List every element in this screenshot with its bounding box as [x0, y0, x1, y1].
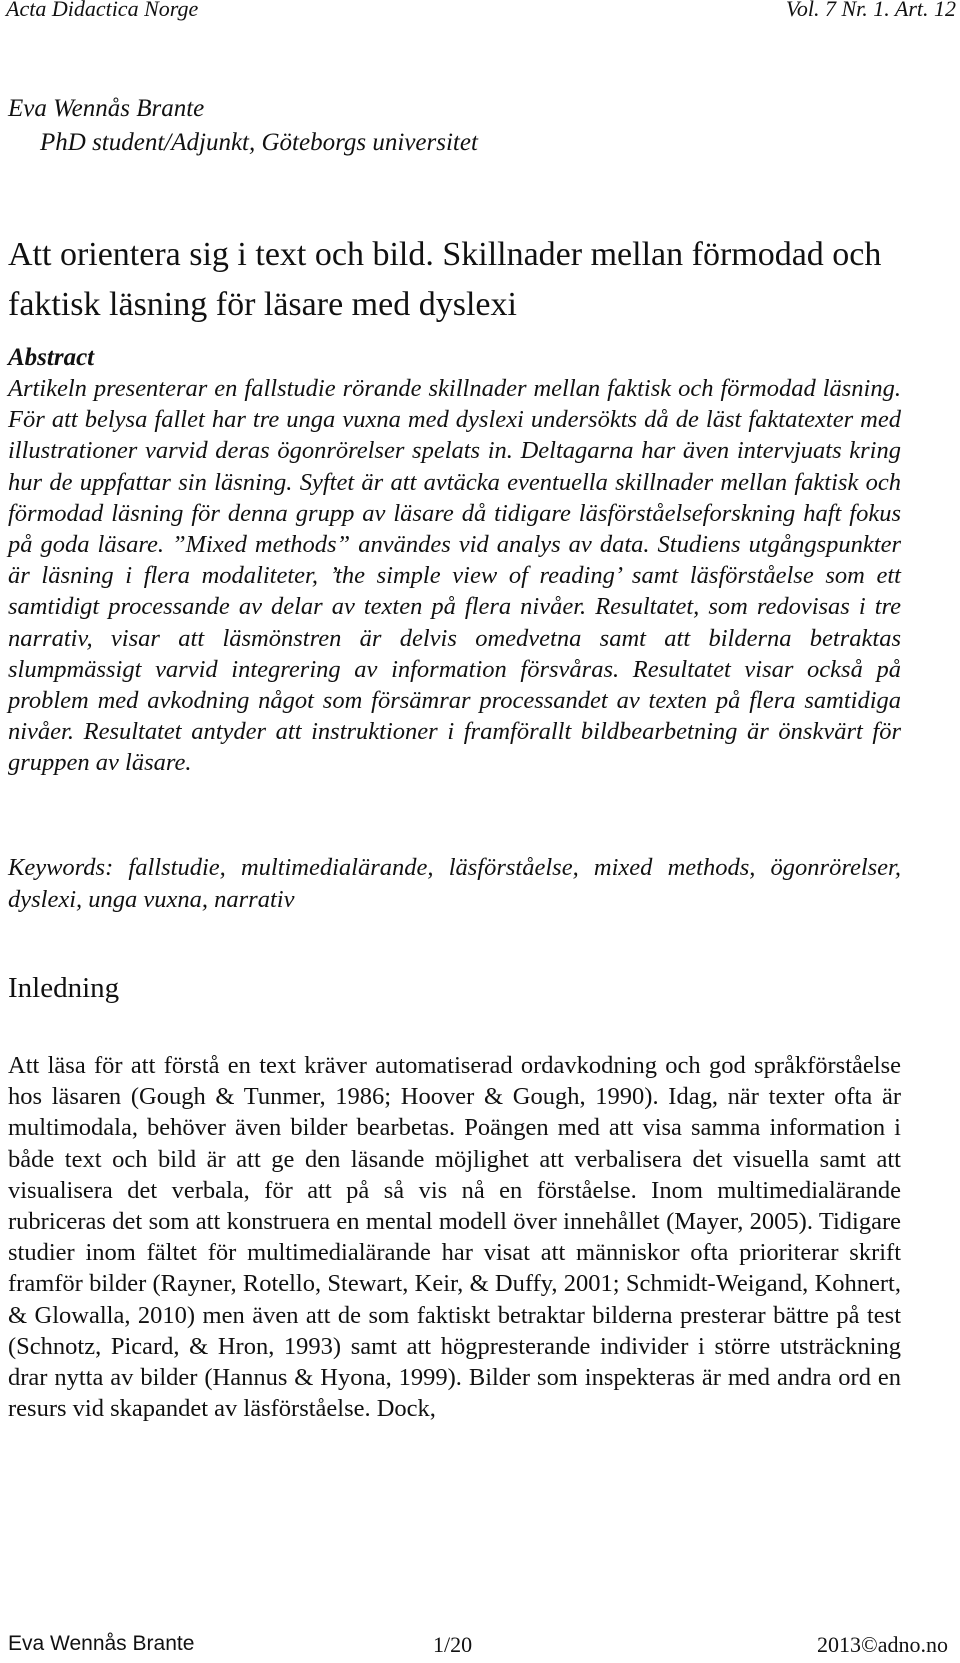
section-heading-introduction: Inledning [8, 972, 120, 1004]
page-number: 1/20 [433, 1632, 473, 1657]
page-footer [8, 1632, 948, 1662]
running-header [6, 0, 956, 26]
volume-info: Vol. 7 Nr. 1. Art. 12 [785, 0, 956, 21]
author-affiliation: PhD student/Adjunkt, Göteborgs universitet [40, 129, 478, 156]
author-block [8, 92, 478, 160]
journal-name: Acta Didactica Norge [6, 0, 199, 21]
footer-copyright: 2013©adno.no [817, 1632, 948, 1657]
abstract-heading: Abstract [8, 344, 95, 371]
keywords: Keywords: fallstudie, multimedialärande, läsförståelse, mixed methods, ögonrörelser, dyslexi, unga vuxna, narrativ [8, 854, 901, 913]
footer-author: Eva Wennås Brante [8, 1632, 195, 1655]
introduction-text: Att läsa för att förstå en text kräver automatiserad ordavkodning och god språkförståelse hos läsaren (Gough & Tunmer, 1986; Hoover & Gough, 1990). Idag, när texter ofta är multimodala, behöver även bilder bearbetas. Poängen med att visa samma information i både text och bild är att ge den läsande möjlighet att verbalisera det visuella samt att visualisera det verbala, för att på så vis nå en förståelse. Inom multimedialärande rubriceras det som att konstruera en mental modell över innehållet (Mayer, 2005). Tidigare studier inom fältet för multimedialärande har visat att människor ofta prioriterar skrift framför bilder (Rayner, Rotello, Stewart, Keir, & Duffy, 2001; Schmidt-Weigand, Kohnert, & Glowalla, 2010) men även att de som faktiskt betraktar bilderna presterar bättre på test (Schnotz, Picard, & Hron, 1993) samt att högpresterande individer i större utsträckning drar nytta av bilder (Hannus & Hyona, 1999). Bilder som inspekteras är med andra ord en resurs vid skapandet av läsförståelse. Dock, [8, 1052, 901, 1423]
abstract-text: Artikeln presenterar en fallstudie rörande skillnader mellan faktisk och förmodad läsning. För att belysa fallet har tre unga vuxna med dyslexi undersökts då de läst faktatexter med illustrationer varvid deras ögonrörelser spelats in. Deltagarna har även intervjuats kring hur de uppfattar sin läsning. Syftet är att avtäcka eventuella skillnader mellan faktisk och förmodad läsning för denna grupp av läsare då tidigare läsförståelseforskning haft fokus på goda läsare. ”Mixed methods” användes vid analys av data. Studiens utgångspunkter är läsning i flera modaliteter, ’the simple view of reading’ samt läsförståelse som ett samtidigt processande av delar av texten på flera nivåer. Resultatet, som redovisas i tre narrativ, visar att läsmönstren är delvis omedvetna samt att bilderna betraktas slumpmässigt varvid integrering av information försvåras. Resultatet visar också på problem med avkodning något som försämrar processandet av texten på flera samtidiga nivåer. Resultatet antyder att instruktioner i framförallt bildbearbetning är önskvärt för gruppen av läsare. [8, 375, 901, 777]
author-name: Eva Wennås Brante [8, 95, 205, 122]
article-title: Att orientera sig i text och bild. Skillnader mellan förmodad och faktisk läsning för läsare med dyslexi [8, 236, 882, 323]
